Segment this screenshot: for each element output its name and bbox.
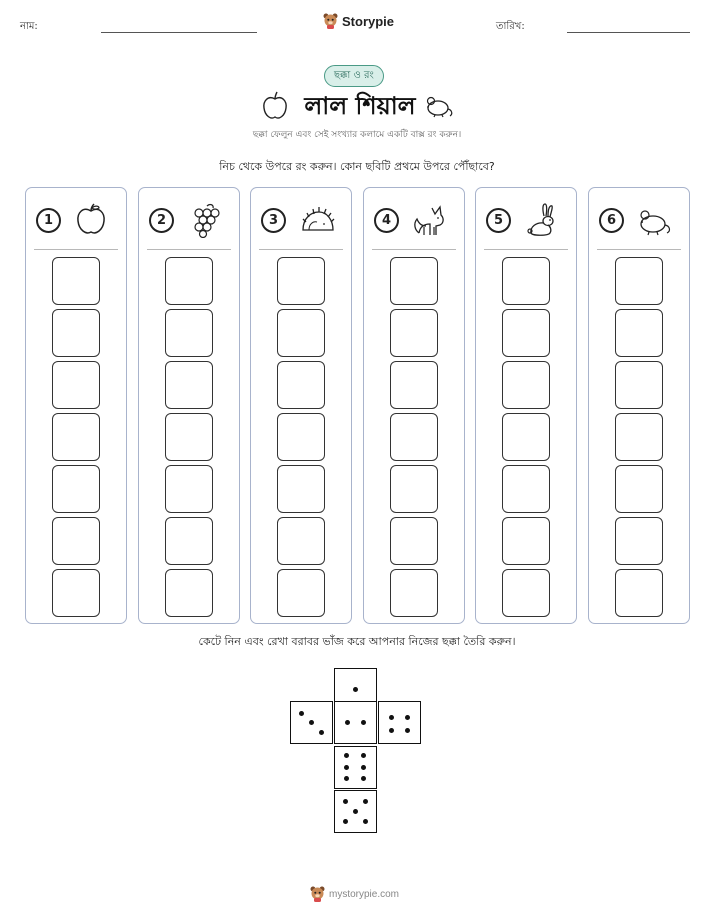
brand-logo <box>323 13 394 29</box>
die-face-2 <box>334 701 377 744</box>
coloring-instruction: নিচ থেকে উপরে রং করুন। কোন ছবিটি প্রথমে উপরে পৌঁছাবে? <box>219 160 495 173</box>
column-number: 5 <box>486 208 511 233</box>
die-face-5 <box>334 790 377 833</box>
column-header <box>26 202 126 238</box>
storypie-mascot-icon <box>323 13 338 29</box>
die-pip <box>361 765 366 770</box>
coloring-box[interactable] <box>390 465 438 513</box>
coloring-box[interactable] <box>615 309 663 357</box>
name-line <box>101 32 257 33</box>
coloring-box[interactable] <box>390 517 438 565</box>
coloring-box[interactable] <box>502 257 550 305</box>
rabbit-icon <box>522 202 560 238</box>
die-pip <box>389 715 394 720</box>
die-pip <box>363 799 368 804</box>
column-divider <box>372 249 456 250</box>
storypie-mascot-icon <box>310 886 325 902</box>
coloring-box[interactable] <box>277 257 325 305</box>
die-pip <box>299 711 304 716</box>
coloring-box[interactable] <box>52 465 100 513</box>
column-number: 4 <box>374 208 399 233</box>
worksheet-subtitle: ছক্কা ফেলুন এবং সেই সংখ্যার কলামে একটি বাক্স রং করুন। <box>252 130 462 140</box>
die-pip <box>345 720 350 725</box>
coloring-box[interactable] <box>165 465 213 513</box>
coloring-box[interactable] <box>277 361 325 409</box>
die-net <box>290 668 425 838</box>
coloring-box[interactable] <box>390 309 438 357</box>
brand-name: Storypie <box>342 13 395 29</box>
coloring-box[interactable] <box>52 309 100 357</box>
coloring-box[interactable] <box>165 309 213 357</box>
column-number: 2 <box>149 208 174 233</box>
column-number: 3 <box>261 208 286 233</box>
die-face-4 <box>378 701 421 744</box>
column-header <box>251 202 351 238</box>
die-pip <box>361 776 366 781</box>
footer <box>310 886 399 902</box>
coloring-box[interactable] <box>165 361 213 409</box>
column-1 <box>25 187 127 624</box>
apple-icon <box>262 91 288 121</box>
mouse-icon <box>635 202 673 238</box>
column-header <box>589 202 689 238</box>
die-pip <box>344 753 349 758</box>
column-divider <box>484 249 568 250</box>
column-5 <box>475 187 577 624</box>
column-divider <box>34 249 118 250</box>
category-badge: ছক্কা ও রং <box>324 65 384 87</box>
die-pip <box>353 687 358 692</box>
cut-instruction: কেটে নিন এবং রেখা বরাবর ভাঁজ করে আপনার নিজের ছক্কা তৈরি করুন। <box>198 635 516 648</box>
coloring-box[interactable] <box>615 465 663 513</box>
column-number: 6 <box>599 208 624 233</box>
coloring-box[interactable] <box>277 569 325 617</box>
die-pip <box>353 809 358 814</box>
coloring-box[interactable] <box>52 257 100 305</box>
coloring-box[interactable] <box>615 413 663 461</box>
coloring-box[interactable] <box>165 517 213 565</box>
die-face-3 <box>290 701 333 744</box>
coloring-box[interactable] <box>52 569 100 617</box>
coloring-box[interactable] <box>502 309 550 357</box>
column-header <box>476 202 576 238</box>
die-pip <box>343 799 348 804</box>
die-pip <box>344 765 349 770</box>
die-pip <box>389 728 394 733</box>
coloring-box[interactable] <box>277 517 325 565</box>
worksheet-title: লাল শিয়াল <box>304 92 416 120</box>
coloring-box[interactable] <box>165 257 213 305</box>
coloring-box[interactable] <box>390 361 438 409</box>
column-3 <box>250 187 352 624</box>
column-divider <box>259 249 343 250</box>
coloring-box[interactable] <box>502 517 550 565</box>
coloring-box[interactable] <box>502 413 550 461</box>
die-pip <box>309 720 314 725</box>
coloring-box[interactable] <box>52 361 100 409</box>
die-pip <box>319 730 324 735</box>
coloring-box[interactable] <box>165 569 213 617</box>
date-line <box>567 32 690 33</box>
apple-icon <box>72 202 110 238</box>
die-pip <box>361 720 366 725</box>
die-face-6 <box>334 746 377 789</box>
column-number: 1 <box>36 208 61 233</box>
column-divider <box>597 249 681 250</box>
coloring-box[interactable] <box>615 361 663 409</box>
column-4 <box>363 187 465 624</box>
coloring-box[interactable] <box>277 413 325 461</box>
coloring-box[interactable] <box>502 361 550 409</box>
die-pip <box>361 753 366 758</box>
column-header <box>139 202 239 238</box>
coloring-box[interactable] <box>502 465 550 513</box>
hedgehog-icon <box>297 202 335 238</box>
coloring-box[interactable] <box>165 413 213 461</box>
coloring-box[interactable] <box>390 413 438 461</box>
die-pip <box>405 715 410 720</box>
mouse-icon <box>423 93 455 119</box>
title-right-icon <box>423 93 455 119</box>
coloring-box[interactable] <box>52 413 100 461</box>
coloring-box[interactable] <box>390 257 438 305</box>
coloring-box[interactable] <box>615 517 663 565</box>
die-pip <box>405 728 410 733</box>
coloring-box[interactable] <box>277 309 325 357</box>
column-6 <box>588 187 690 624</box>
fox-icon <box>410 202 448 238</box>
coloring-box[interactable] <box>615 569 663 617</box>
die-pip <box>343 819 348 824</box>
coloring-box[interactable] <box>502 569 550 617</box>
column-header <box>364 202 464 238</box>
coloring-box[interactable] <box>615 257 663 305</box>
column-divider <box>147 249 231 250</box>
column-2 <box>138 187 240 624</box>
grapes-icon <box>185 202 223 238</box>
coloring-box[interactable] <box>277 465 325 513</box>
name-label: নাম: <box>20 21 38 32</box>
footer-site: mystorypie.com <box>329 888 400 900</box>
die-pip <box>363 819 368 824</box>
die-pip <box>344 776 349 781</box>
title-left-icon <box>262 91 288 121</box>
coloring-box[interactable] <box>52 517 100 565</box>
date-label: তারিখ: <box>496 21 525 32</box>
coloring-box[interactable] <box>390 569 438 617</box>
